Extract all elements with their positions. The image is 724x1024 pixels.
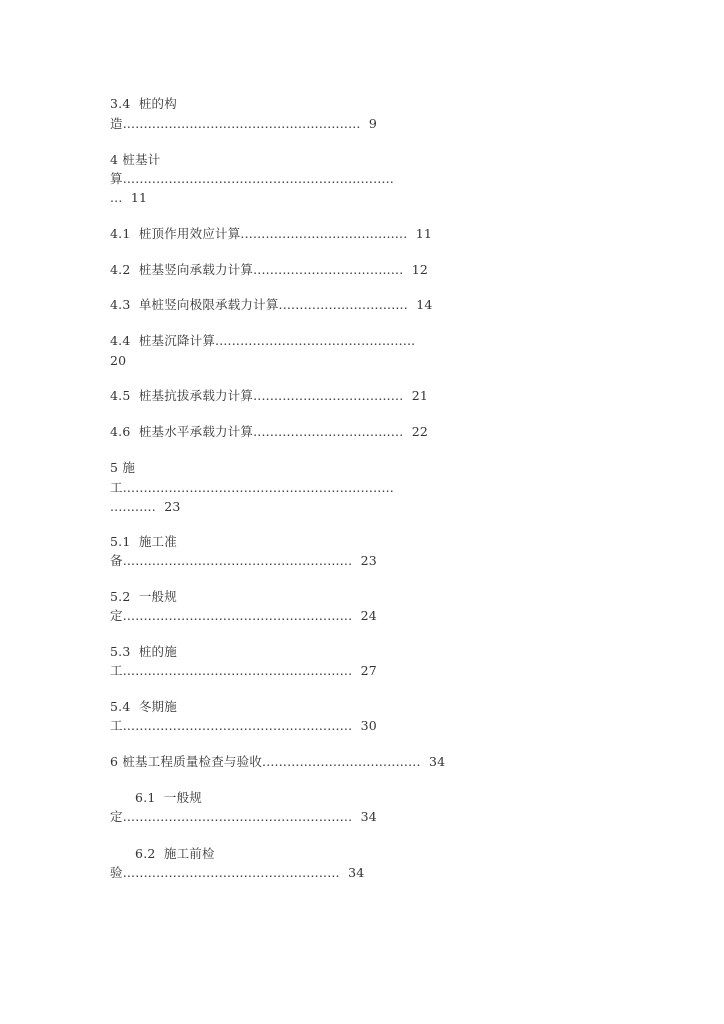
toc-line: 定....................................................... 34 — [110, 809, 377, 824]
toc-line: 5.4 冬期施 — [110, 699, 177, 714]
toc-line: 验.................................................... 34 — [110, 865, 365, 880]
toc-line: 工....................................................... 27 — [110, 663, 377, 678]
toc-line: 3.4 桩的构 — [110, 96, 177, 111]
toc-line: 备....................................................... 23 — [110, 553, 377, 568]
toc-line: ... 11 — [110, 190, 148, 205]
toc-line: 4.6 桩基水平承载力计算.................................... 22 — [110, 424, 429, 439]
toc-line: 5.1 施工准 — [110, 534, 177, 549]
toc-line: 定....................................................... 24 — [110, 608, 377, 623]
toc-line: 5.3 桩的施 — [110, 644, 177, 659]
toc-line: ........... 23 — [110, 499, 181, 514]
toc-line: 6 桩基工程质量检查与验收...................................... 34 — [110, 754, 446, 769]
toc-line: 5.2 一般规 — [110, 589, 177, 604]
toc-line: 算................................................................. — [110, 171, 394, 186]
toc-line: 4.4 桩基沉降计算................................................ — [110, 333, 416, 348]
toc-line: 工................................................................. — [110, 480, 394, 495]
toc-line: 4.2 桩基竖向承载力计算.................................... 12 — [110, 262, 429, 277]
toc-line: 20 — [110, 353, 127, 368]
toc-line: 造......................................................... 9 — [110, 116, 378, 131]
toc-line: 4.5 桩基抗拔承载力计算.................................... 21 — [110, 388, 429, 403]
toc-line: 6.1 一般规 — [110, 790, 202, 805]
toc-line: 6.2 施工前检 — [110, 846, 215, 861]
toc-line: 5 施 — [110, 460, 136, 475]
toc-line: 工....................................................... 30 — [110, 718, 377, 733]
toc-line: 4.3 单桩竖向极限承载力计算............................... 14 — [110, 297, 433, 312]
toc-line: 4 桩基计 — [110, 152, 161, 167]
toc-line: 4.1 桩顶作用效应计算........................................ 11 — [110, 226, 433, 241]
